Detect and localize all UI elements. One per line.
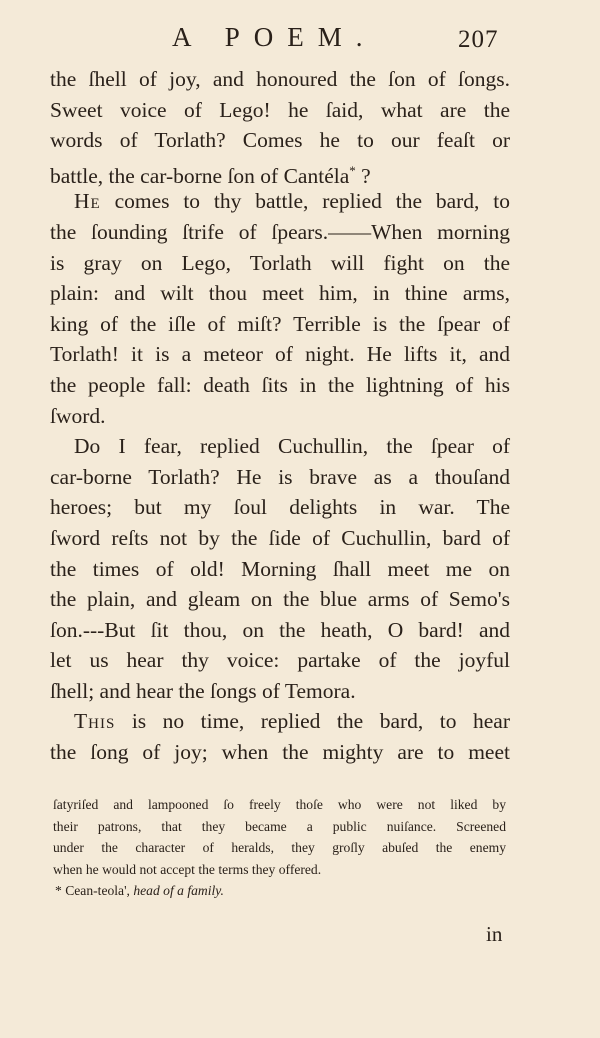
text-line: the ſhell of joy, and honoured the ſon of ſongs. (50, 67, 510, 91)
catchword: in (486, 922, 503, 946)
text-line (50, 156, 510, 187)
text-line: ſword reſts not by the ſide of Cuchullin, bard of (50, 525, 510, 550)
running-title: A POEM. (172, 22, 377, 52)
body-text (50, 64, 510, 768)
text-line: ſhell; and hear the ſongs of Temora. (50, 678, 356, 703)
page-header (0, 22, 600, 62)
text-line: ſon.---But ſit thou, on the heath, O bard! and (50, 617, 510, 642)
footnote-line: when he would not accept the terms they offered. (53, 861, 322, 877)
text-line: car-borne Torlath? He is brave as a thouſand (50, 464, 510, 489)
footnote-note-gloss: head of a family. (133, 883, 224, 898)
text-line: the times of old! Morning ſhall meet me on (50, 556, 510, 581)
text-line: the people fall: death ſits in the lightning of his (50, 372, 510, 397)
page-number: 207 (458, 26, 499, 53)
text-line: king of the iſle of miſt? Terrible is the ſpear of (50, 311, 510, 336)
text-line: is gray on Lego, Torlath will fight on the (50, 250, 510, 275)
text-line: words of Torlath? Comes he to our feaſt or (50, 128, 510, 153)
text-line: Torlath! it is a meteor of night. He lifts it, and (50, 342, 510, 367)
footnote-reference-mark: * (349, 162, 356, 178)
text-line: plain: and wilt thou meet him, in thine arms, (50, 281, 510, 306)
text-line: ſword. (50, 403, 106, 428)
paragraph-opening-word: This (74, 709, 116, 734)
footnote-line: under the character of heralds, they groſly abuſed the enemy (53, 840, 506, 855)
text-line: Sweet voice of Lego! he ſaid, what are the (50, 97, 510, 122)
text-line: the ſounding ſtrife of ſpears.——When morning (50, 219, 510, 244)
paragraph-opening-word: He (74, 189, 101, 214)
footnote-mark: * (55, 883, 62, 898)
paragraph-first-line-rest: comes to thy battle, replied the bard, to (114, 189, 511, 214)
text-line: heroes; but my ſoul delights in war. The (50, 495, 510, 520)
footnote-line: ſatyriſed and lampooned ſo freely thoſe who were not liked by (53, 797, 506, 812)
footnote-line: their patrons, that they became a public nuiſance. Screened (53, 818, 506, 834)
text-line-tail: ? (361, 163, 371, 188)
paragraph-first-line (50, 186, 510, 217)
text-line-content: battle, the car-borne ſon of Cantéla (50, 163, 350, 188)
footnotes (53, 794, 506, 902)
text-line: let us hear thy voice: partake of the joyful (50, 648, 510, 673)
paragraph-first-line: Do I fear, replied Cuchullin, the ſpear of (74, 434, 510, 459)
text-line: the plain, and gleam on the blue arms of Semo's (50, 587, 510, 612)
text-line: the ſong of joy; when the mighty are to meet (50, 740, 510, 765)
paragraph-first-line-rest: is no time, replied the bard, to hear (131, 709, 510, 734)
footnote-note-text: Cean-teola', (65, 883, 130, 898)
footnote-note (53, 880, 506, 902)
paragraph-first-line (50, 706, 510, 737)
